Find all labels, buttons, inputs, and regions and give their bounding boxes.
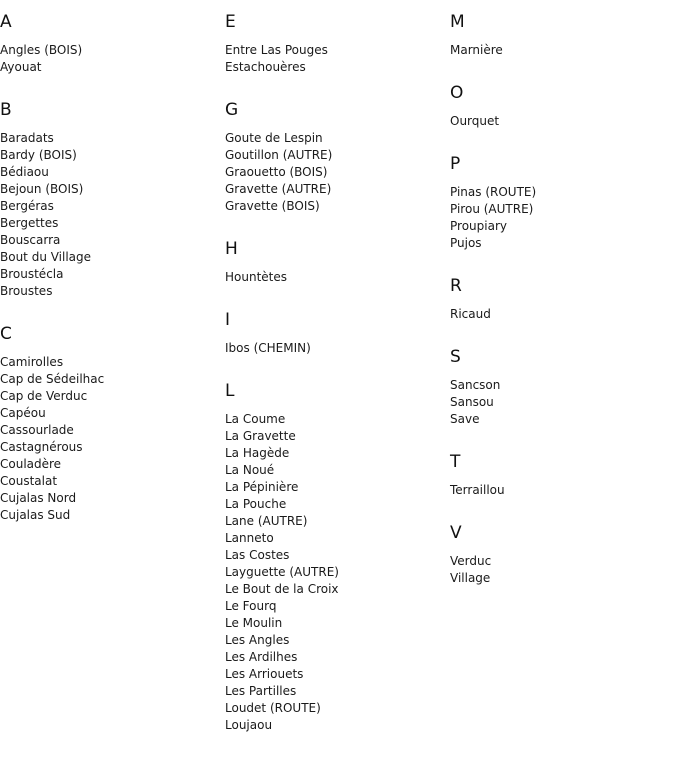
place-entry[interactable]: Save xyxy=(450,412,480,426)
place-entry[interactable]: Ricaud xyxy=(450,307,491,321)
letter-group-p xyxy=(450,154,670,252)
letter-group-c xyxy=(0,324,220,524)
letter-heading: R xyxy=(450,276,462,296)
letter-heading: L xyxy=(225,381,235,401)
place-entry[interactable]: Bergéras xyxy=(0,199,54,213)
place-entry[interactable]: Verduc xyxy=(450,554,492,568)
letter-heading: S xyxy=(450,347,461,367)
place-entry[interactable]: Angles (BOIS) xyxy=(0,43,83,57)
entry-list xyxy=(450,553,670,587)
place-entry[interactable]: La Hagède xyxy=(225,446,290,460)
place-entry[interactable]: Castagnérous xyxy=(0,440,83,454)
entry-list xyxy=(225,42,445,76)
letter-heading: H xyxy=(225,239,238,259)
place-entry[interactable]: Cap de Sédeilhac xyxy=(0,372,105,386)
letter-group-v xyxy=(450,523,670,587)
place-entry[interactable]: Marnière xyxy=(450,43,503,57)
letter-heading: M xyxy=(450,12,465,32)
place-entry[interactable]: Bouscarra xyxy=(0,233,61,247)
place-entry[interactable]: Gravette (AUTRE) xyxy=(225,182,332,196)
place-entry[interactable]: Bédiaou xyxy=(0,165,49,179)
place-entry[interactable]: Village xyxy=(450,571,491,585)
place-entry[interactable]: Graouetto (BOIS) xyxy=(225,165,328,179)
place-entry[interactable]: Pirou (AUTRE) xyxy=(450,202,534,216)
letter-group-o xyxy=(450,83,670,130)
entry-list xyxy=(225,411,445,734)
letter-group-b xyxy=(0,100,220,300)
letter-heading: B xyxy=(0,100,12,120)
letter-heading: T xyxy=(450,452,461,472)
entry-list xyxy=(450,42,670,59)
place-entry[interactable]: Le Bout de la Croix xyxy=(225,582,339,596)
entry-list xyxy=(225,269,445,286)
place-entry[interactable]: Loudet (ROUTE) xyxy=(225,701,321,715)
place-entry[interactable]: Cap de Verduc xyxy=(0,389,88,403)
place-entry[interactable]: Le Moulin xyxy=(225,616,283,630)
place-entry[interactable]: Gravette (BOIS) xyxy=(225,199,320,213)
place-entry[interactable]: La Noué xyxy=(225,463,275,477)
entry-list xyxy=(0,354,220,524)
place-entry[interactable]: Sancson xyxy=(450,378,501,392)
place-entry[interactable]: Goutillon (AUTRE) xyxy=(225,148,333,162)
entry-list xyxy=(0,42,220,76)
entry-list xyxy=(0,130,220,300)
index-column-2 xyxy=(225,12,445,758)
place-entry[interactable]: Estachouères xyxy=(225,60,306,74)
place-entry[interactable]: Proupiary xyxy=(450,219,507,233)
letter-heading: A xyxy=(0,12,12,32)
entry-list xyxy=(450,113,670,130)
index-column-1 xyxy=(0,12,220,548)
letter-heading: V xyxy=(450,523,462,543)
letter-group-m xyxy=(450,12,670,59)
place-entry[interactable]: La Coume xyxy=(225,412,286,426)
letter-group-r xyxy=(450,276,670,323)
place-entry[interactable]: Pujos xyxy=(450,236,482,250)
place-entry[interactable]: Bergettes xyxy=(0,216,59,230)
place-entry[interactable]: La Gravette xyxy=(225,429,296,443)
place-entry[interactable]: Pinas (ROUTE) xyxy=(450,185,537,199)
place-entry[interactable]: Capéou xyxy=(0,406,46,420)
place-entry[interactable]: Sansou xyxy=(450,395,494,409)
letter-group-g xyxy=(225,100,445,215)
place-entry[interactable]: Hountètes xyxy=(225,270,288,284)
place-entry[interactable]: Loujaou xyxy=(225,718,273,732)
place-entry[interactable]: Le Fourq xyxy=(225,599,277,613)
place-entry[interactable]: Lanneto xyxy=(225,531,274,545)
place-entry[interactable]: Bardy (BOIS) xyxy=(0,148,77,162)
place-entry[interactable]: Terraillou xyxy=(450,483,505,497)
index-column-3 xyxy=(450,12,670,611)
entry-list xyxy=(225,130,445,215)
place-entry[interactable]: Les Arriouets xyxy=(225,667,304,681)
place-entry[interactable]: Layguette (AUTRE) xyxy=(225,565,339,579)
place-entry[interactable]: La Pouche xyxy=(225,497,287,511)
letter-heading: E xyxy=(225,12,236,32)
place-entry[interactable]: Camirolles xyxy=(0,355,64,369)
letter-group-s xyxy=(450,347,670,428)
place-entry[interactable]: Broustécla xyxy=(0,267,64,281)
entry-list xyxy=(450,184,670,252)
entry-list xyxy=(450,377,670,428)
letter-group-e xyxy=(225,12,445,76)
letter-heading: C xyxy=(0,324,12,344)
place-entry[interactable]: Entre Las Pouges xyxy=(225,43,328,57)
place-entry[interactable]: Cujalas Nord xyxy=(0,491,77,505)
letter-group-a xyxy=(0,12,220,76)
letter-heading: P xyxy=(450,154,461,174)
place-entry[interactable]: Cassourlade xyxy=(0,423,74,437)
place-entry[interactable]: Baradats xyxy=(0,131,54,145)
place-entry[interactable]: Coustalat xyxy=(0,474,58,488)
place-entry[interactable]: Les Angles xyxy=(225,633,290,647)
letter-heading: I xyxy=(225,310,231,330)
letter-group-l xyxy=(225,381,445,734)
place-entry[interactable]: Cujalas Sud xyxy=(0,508,71,522)
place-entry[interactable]: La Pépinière xyxy=(225,480,299,494)
place-entry[interactable]: Bout du Village xyxy=(0,250,92,264)
place-entry[interactable]: Ayouat xyxy=(0,60,42,74)
place-entry[interactable]: Broustes xyxy=(0,284,53,298)
entry-list xyxy=(450,482,670,499)
entry-list xyxy=(225,340,445,357)
place-entry[interactable]: Les Partilles xyxy=(225,684,297,698)
place-entry[interactable]: Les Ardilhes xyxy=(225,650,298,664)
letter-group-t xyxy=(450,452,670,499)
place-entry[interactable]: Goute de Lespin xyxy=(225,131,323,145)
letter-group-i xyxy=(225,310,445,357)
place-entry[interactable]: Las Costes xyxy=(225,548,290,562)
place-entry[interactable]: Lane (AUTRE) xyxy=(225,514,308,528)
letter-heading: O xyxy=(450,83,464,103)
place-entry[interactable]: Couladère xyxy=(0,457,62,471)
place-entry[interactable]: Bejoun (BOIS) xyxy=(0,182,84,196)
place-entry[interactable]: Ourquet xyxy=(450,114,500,128)
entry-list xyxy=(450,306,670,323)
letter-group-h xyxy=(225,239,445,286)
place-entry[interactable]: Ibos (CHEMIN) xyxy=(225,341,311,355)
letter-heading: G xyxy=(225,100,239,120)
